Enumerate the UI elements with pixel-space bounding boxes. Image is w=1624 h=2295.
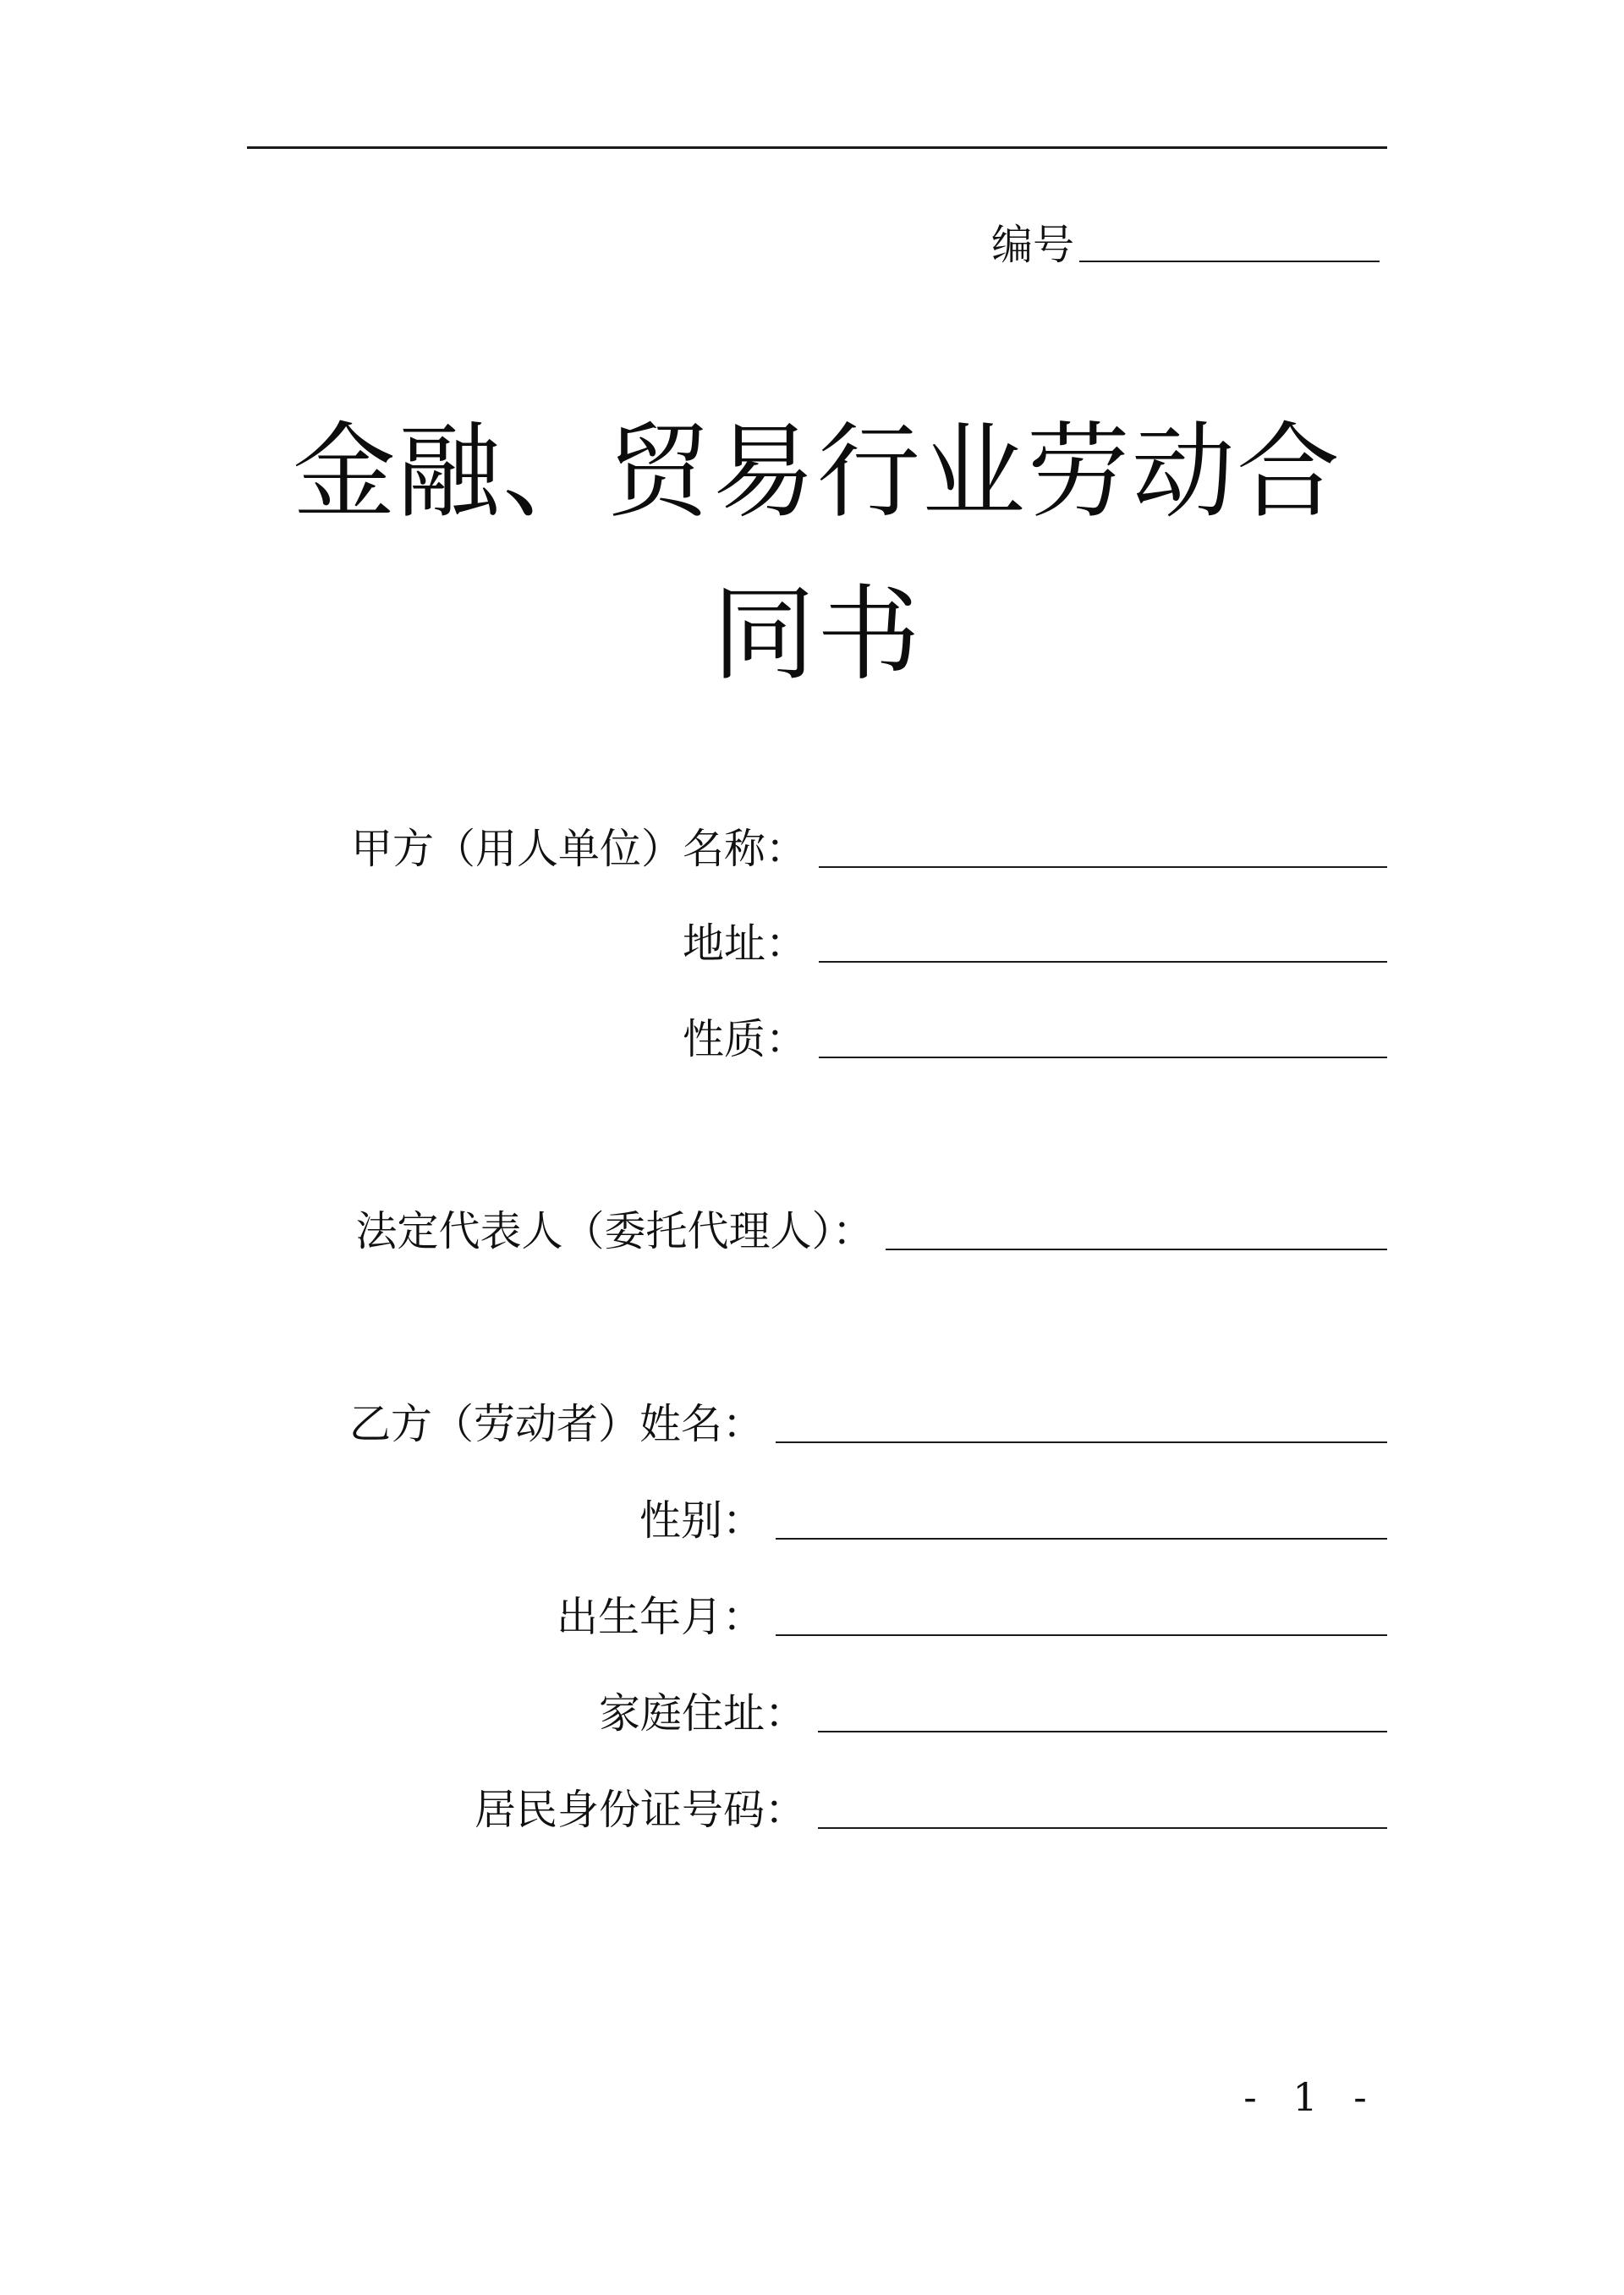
party-b-birth-label: 出生年月： <box>556 1593 764 1641</box>
document-title: 金融、贸易行业劳动合同书 <box>293 412 1341 695</box>
party-b-id-blank[interactable] <box>818 1827 1387 1829</box>
party-b-home-address-blank[interactable] <box>818 1731 1387 1732</box>
party-a-nature-field <box>682 1009 1387 1063</box>
party-b-home-address-field <box>598 1683 1387 1738</box>
party-b-birth-field <box>556 1587 1387 1641</box>
party-b-gender-label: 性别： <box>639 1496 764 1545</box>
party-a-nature-blank[interactable] <box>819 1057 1387 1058</box>
document-number-row <box>991 210 1380 269</box>
party-b-home-address-label: 家庭住址： <box>598 1689 806 1738</box>
party-b-birth-blank[interactable] <box>776 1634 1387 1636</box>
party-b-id-field <box>474 1780 1387 1834</box>
representative-blank[interactable] <box>886 1249 1387 1250</box>
document-number-label: 编号 <box>991 221 1075 269</box>
header-rule <box>247 146 1387 149</box>
representative-field <box>355 1201 1387 1255</box>
party-a-nature-label: 性质： <box>682 1015 807 1063</box>
party-a-name-blank[interactable] <box>819 866 1387 868</box>
representative-label: 法定代表人（委托代理人）： <box>355 1207 874 1255</box>
party-a-name-label: 甲方（用人单位）名称： <box>350 825 807 873</box>
party-b-id-label: 居民身份证号码： <box>474 1786 806 1834</box>
party-a-address-field <box>682 914 1387 968</box>
party-a-address-label: 地址： <box>682 920 807 968</box>
party-b-name-field <box>348 1394 1387 1448</box>
party-a-name-field <box>350 819 1387 873</box>
party-b-name-blank[interactable] <box>776 1441 1387 1443</box>
party-b-gender-field <box>639 1491 1387 1545</box>
party-b-gender-blank[interactable] <box>776 1538 1387 1540</box>
party-b-name-label: 乙方（劳动者）姓名： <box>348 1400 764 1448</box>
party-a-address-blank[interactable] <box>819 961 1387 963</box>
page-number: - 1 - <box>1243 2074 1379 2120</box>
document-number-blank[interactable] <box>1079 261 1380 262</box>
